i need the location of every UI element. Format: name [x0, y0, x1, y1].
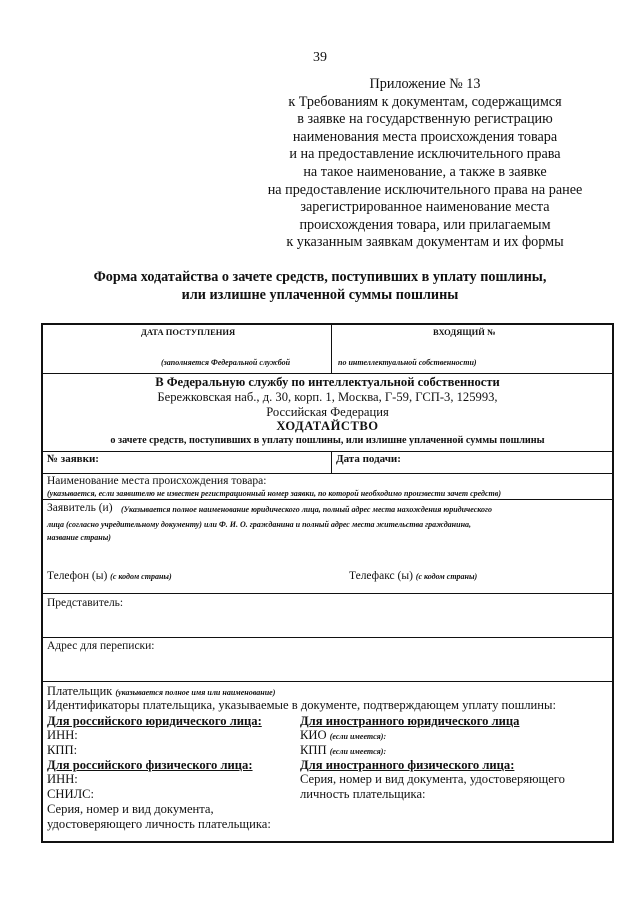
snils-label: СНИЛС:	[47, 787, 95, 801]
phone-label-text: Телефон (ы)	[47, 570, 108, 582]
appendix-line: к указанным заявкам документам и их формы	[286, 234, 564, 251]
applicant-note-line: лица (согласно учредительному документу) или Ф. И. О. гражданина и полный адрес места жительства гражданина,	[47, 520, 472, 529]
applicant-label: Заявитель (и)	[47, 502, 113, 514]
appendix-header	[250, 76, 600, 252]
foreign-person-heading: Для иностранного физического лица:	[300, 758, 515, 772]
row-divider	[43, 451, 612, 452]
doc-ru-line: Серия, номер и вид документа,	[47, 802, 214, 816]
inn-person-label: ИНН:	[47, 772, 78, 786]
appendix-line: и на предоставление исключительного права	[289, 146, 561, 163]
payer-identifiers: Идентификаторы плательщика, указываемые в документе, подтверждающем уплату пошлины:	[47, 698, 556, 712]
filing-date-label: Дата подачи:	[336, 453, 401, 465]
row-divider	[43, 637, 612, 638]
appendix-line: на предоставление исключительного права на ранее	[267, 181, 583, 198]
ru-person-heading: Для российского физического лица:	[47, 758, 253, 772]
kpp-label: КПП:	[47, 743, 78, 757]
row-divider	[43, 681, 612, 682]
petition-subheading: о зачете средств, поступивших в уплату пошлины, или излишне уплаченной суммы пошлины	[110, 435, 545, 446]
row-divider	[43, 473, 612, 474]
payer-label	[47, 684, 275, 699]
row-divider	[43, 373, 612, 374]
applicant-note-line: (Указывается полное наименование юридического лица, полный адрес места нахождения юридического	[121, 505, 492, 514]
office-country: Российская Федерация	[266, 405, 389, 419]
appendix-line: зарегистрированное наименование места	[300, 199, 550, 216]
doc-ru-line: удостоверяющего личность плательщика:	[47, 817, 271, 831]
phone-note: (с кодом страны)	[110, 572, 172, 581]
representative-label: Представитель:	[47, 597, 124, 609]
form-title-line: Форма ходатайства о зачете средств, поступивших в уплату пошлины,	[93, 269, 547, 285]
foreign-legal-heading: Для иностранного юридического лица	[300, 714, 520, 728]
fax-label-text: Телефакс (ы)	[349, 570, 413, 582]
fax-note: (с кодом страны)	[415, 572, 478, 581]
page-number: 39	[313, 50, 327, 65]
payer-label-text: Плательщик	[47, 684, 113, 698]
designation-note: (указывается, если заявителю не известен регистрационный номер заявки, по которой необходимо произвести зачет средств)	[47, 489, 501, 498]
petition-form	[41, 323, 614, 843]
appendix-line: в заявке на государственную регистрацию	[297, 111, 553, 128]
office-address: Бережковская наб., д. 30, корп. 1, Москва, Г-59, ГСП-3, 125993,	[157, 390, 498, 404]
fax-label	[349, 570, 477, 582]
appendix-line: Приложение № 13	[369, 76, 481, 92]
receipt-date-label: ДАТА ПОСТУПЛЕНИЯ	[141, 327, 236, 337]
kpp-foreign-label-text: КПП	[300, 743, 327, 757]
filled-by-note: (заполняется Федеральной службой	[161, 358, 291, 367]
appendix-line: на такое наименование, а также в заявке	[303, 163, 547, 180]
form-title	[40, 269, 600, 304]
phone-label	[47, 570, 172, 582]
kpp-foreign-label	[300, 743, 386, 758]
incoming-number-label: ВХОДЯЩИЙ №	[433, 327, 496, 337]
kpp-foreign-note: (если имеется):	[329, 747, 387, 756]
appendix-line: к Требованиям к документам, содержащимся	[288, 93, 562, 110]
doc-foreign-line: личность плательщика:	[300, 787, 426, 801]
filled-by-note-2: по интеллектуальной собственности)	[338, 358, 477, 367]
form-title-line: или излишне уплаченной суммы пошлины	[181, 286, 459, 303]
appendix-line: происхождения товара, или прилагаемым	[299, 216, 551, 233]
column-divider	[331, 325, 332, 373]
row-divider	[43, 593, 612, 594]
application-number-label: № заявки:	[47, 453, 99, 465]
kio-note: (если имеется):	[329, 732, 387, 741]
correspondence-label: Адрес для переписки:	[47, 640, 155, 652]
applicant-note-line: название страны)	[47, 533, 111, 542]
doc-foreign-line: Серия, номер и вид документа, удостоверяющего	[300, 772, 565, 786]
column-divider	[331, 451, 332, 473]
addressee: В Федеральную службу по интеллектуальной собственности	[155, 375, 500, 389]
row-divider	[43, 499, 612, 500]
payer-note: (указывается полное имя или наименование)	[115, 688, 276, 697]
ru-legal-heading: Для российского юридического лица:	[47, 714, 262, 728]
kio-label-text: КИО	[300, 728, 327, 742]
kio-label	[300, 728, 386, 743]
petition-heading: ХОДАТАЙСТВО	[276, 419, 379, 433]
appendix-line: наименования места происхождения товара	[292, 128, 558, 145]
inn-label: ИНН:	[47, 728, 78, 742]
designation-label: Наименование места происхождения товара:	[47, 475, 267, 487]
